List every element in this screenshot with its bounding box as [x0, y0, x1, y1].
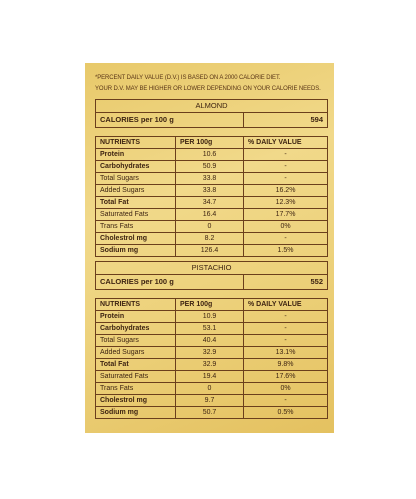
nutrient-per100: 9.7 — [176, 395, 244, 407]
nutrient-row — [96, 347, 328, 359]
nutrient-per100: 32.9 — [176, 347, 244, 359]
nutrient-daily-value: - — [244, 173, 328, 185]
nutrient-name: Total Fat — [96, 197, 176, 209]
nutrient-per100: 10.9 — [176, 311, 244, 323]
nutrient-per100: 8.2 — [176, 233, 244, 245]
nutrient-per100: 126.4 — [176, 245, 244, 257]
nutrient-row — [96, 209, 328, 221]
nutrient-per100: 50.7 — [176, 407, 244, 419]
nutrient-row — [96, 335, 328, 347]
nutrient-daily-value: - — [244, 161, 328, 173]
nutrition-label-card — [85, 63, 334, 433]
pistachio-header-dv: % DAILY VALUE — [244, 299, 328, 311]
nutrient-name: Total Sugars — [96, 335, 176, 347]
almond-title: ALMOND — [96, 100, 328, 113]
nutrient-name: Added Sugars — [96, 185, 176, 197]
nutrient-per100: 16.4 — [176, 209, 244, 221]
nutrient-daily-value: 0.5% — [244, 407, 328, 419]
nutrient-name: Carbohydrates — [96, 323, 176, 335]
nutrient-name: Saturrated Fats — [96, 371, 176, 383]
nutrient-per100: 40.4 — [176, 335, 244, 347]
nutrient-name: Carbohydrates — [96, 161, 176, 173]
nutrient-name: Added Sugars — [96, 347, 176, 359]
pistachio-calories-value: 552 — [244, 275, 328, 290]
nutrient-name: Cholestrol mg — [96, 233, 176, 245]
nutrient-daily-value: 17.7% — [244, 209, 328, 221]
nutrient-daily-value: - — [244, 311, 328, 323]
nutrient-per100: 32.9 — [176, 359, 244, 371]
nutrient-row — [96, 161, 328, 173]
nutrient-row — [96, 233, 328, 245]
pistachio-header-per100: PER 100g — [176, 299, 244, 311]
nutrient-daily-value: 1.5% — [244, 245, 328, 257]
nutrient-daily-value: - — [244, 395, 328, 407]
almond-header-dv: % DAILY VALUE — [244, 137, 328, 149]
nutrient-row — [96, 197, 328, 209]
nutrient-row — [96, 359, 328, 371]
nutrient-per100: 50.9 — [176, 161, 244, 173]
nutrient-name: Saturrated Fats — [96, 209, 176, 221]
nutrient-daily-value: - — [244, 335, 328, 347]
nutrient-per100: 34.7 — [176, 197, 244, 209]
nutrient-row — [96, 173, 328, 185]
nutrient-row — [96, 407, 328, 419]
nutrient-per100: 33.8 — [176, 185, 244, 197]
nutrient-row — [96, 371, 328, 383]
nutrient-daily-value: 0% — [244, 221, 328, 233]
nutrient-daily-value: 0% — [244, 383, 328, 395]
nutrient-name: Protein — [96, 311, 176, 323]
nutrient-daily-value: - — [244, 149, 328, 161]
nutrient-per100: 33.8 — [176, 173, 244, 185]
almond-calories-value: 594 — [244, 113, 328, 128]
nutrient-daily-value: 9.8% — [244, 359, 328, 371]
nutrient-daily-value: 17.6% — [244, 371, 328, 383]
disclaimer-line-2: YOUR D.V. MAY BE HIGHER OR LOWER DEPENDING ON YOUR CALORIE NEEDS. — [95, 86, 321, 92]
almond-calories-label: CALORIES per 100 g — [96, 113, 244, 128]
nutrient-per100: 0 — [176, 383, 244, 395]
nutrient-name: Sodium mg — [96, 245, 176, 257]
nutrient-name: Sodium mg — [96, 407, 176, 419]
almond-header-per100: PER 100g — [176, 137, 244, 149]
pistachio-nutrition-table — [95, 261, 328, 419]
almond-header-nutrients: NUTRIENTS — [96, 137, 176, 149]
nutrient-name: Cholestrol mg — [96, 395, 176, 407]
nutrient-name: Trans Fats — [96, 221, 176, 233]
nutrient-row — [96, 149, 328, 161]
nutrient-per100: 53.1 — [176, 323, 244, 335]
pistachio-header-nutrients: NUTRIENTS — [96, 299, 176, 311]
nutrient-row — [96, 395, 328, 407]
nutrient-row — [96, 323, 328, 335]
daily-value-disclaimer — [95, 73, 330, 95]
nutrient-daily-value: 13.1% — [244, 347, 328, 359]
nutrient-row — [96, 245, 328, 257]
nutrient-name: Total Sugars — [96, 173, 176, 185]
nutrient-per100: 0 — [176, 221, 244, 233]
nutrient-per100: 19.4 — [176, 371, 244, 383]
nutrient-row — [96, 311, 328, 323]
pistachio-calories-label: CALORIES per 100 g — [96, 275, 244, 290]
nutrient-row — [96, 221, 328, 233]
nutrient-per100: 10.6 — [176, 149, 244, 161]
nutrient-daily-value: 16.2% — [244, 185, 328, 197]
nutrient-name: Total Fat — [96, 359, 176, 371]
nutrient-name: Protein — [96, 149, 176, 161]
almond-nutrition-table — [95, 99, 328, 257]
nutrient-daily-value: 12.3% — [244, 197, 328, 209]
nutrient-daily-value: - — [244, 323, 328, 335]
pistachio-title: PISTACHIO — [96, 262, 328, 275]
nutrient-name: Trans Fats — [96, 383, 176, 395]
nutrient-daily-value: - — [244, 233, 328, 245]
nutrient-row — [96, 185, 328, 197]
nutrient-row — [96, 383, 328, 395]
disclaimer-line-1: *PERCENT DAILY VALUE (D.V.) IS BASED ON A 2000 CALORIE DIET. — [95, 75, 281, 81]
